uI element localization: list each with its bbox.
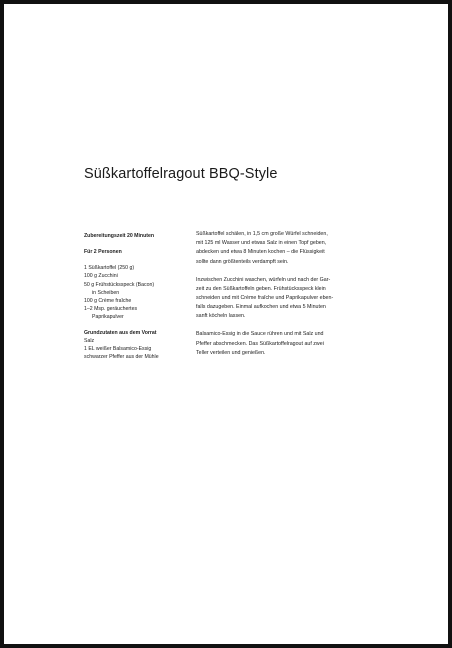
- basic-ingredient-item: Salz: [84, 338, 95, 345]
- instruction-line: falls dazugeben. Einmal aufkochen und etwa 5 Minuten: [196, 304, 326, 311]
- ingredients-column: [84, 232, 184, 362]
- instruction-line: schneiden und mit Crème fraîche und Paprikapulver eben-: [196, 295, 334, 302]
- ingredient-item: 50 g Frühstücksspeck (Bacon): [84, 281, 155, 288]
- ingredient-list: [84, 264, 184, 321]
- instruction-paragraph: [196, 230, 376, 267]
- instruction-line: sollte dann größtenteils verdampft sein.: [196, 258, 289, 265]
- recipe-title: Süßkartoffelragout BBQ-Style: [84, 166, 278, 182]
- instruction-paragraph: [196, 276, 376, 322]
- instruction-line: sanft köcheln lassen.: [196, 313, 246, 320]
- ingredient-item: 100 g Zucchini: [84, 273, 118, 280]
- instruction-line: abdecken und etwa 8 Minuten kochen – die Flüssigkeit: [196, 249, 325, 256]
- servings: Für 2 Personen: [84, 249, 122, 256]
- basic-ingredient-item: 1 EL weißer Balsamico-Essig: [84, 346, 152, 353]
- ingredient-item: 100 g Crème fraîche: [84, 297, 132, 304]
- basic-ingredient-item: schwarzer Pfeffer aus der Mühle: [84, 354, 159, 361]
- ingredient-item: Paprikapulver: [92, 313, 124, 320]
- instruction-line: Inzwischen Zucchini waschen, würfeln und nach der Gar-: [196, 276, 331, 283]
- instruction-line: zeit zu den Süßkartoffeln geben. Frühstücksspeck klein: [196, 285, 326, 292]
- instruction-line: Balsamico-Essig in die Sauce rühren und mit Salz und: [196, 331, 324, 338]
- basics-list: [84, 337, 184, 361]
- instruction-line: Teller verteilen und genießen.: [196, 349, 266, 356]
- ingredient-item: 1–2 Msp. geräuchertes: [84, 305, 138, 312]
- ingredient-item: 1 Süßkartoffel (250 g): [84, 265, 135, 272]
- prep-time: Zubereitungszeit 20 Minuten: [84, 233, 155, 239]
- instruction-line: Pfeffer abschmecken. Das Süßkartoffelragout auf zwei: [196, 340, 324, 347]
- instruction-paragraph: [196, 330, 376, 358]
- basics-heading: Grundzutaten aus dem Vorrat: [84, 330, 157, 337]
- ingredient-item: in Scheiben: [92, 289, 120, 296]
- instruction-line: Süßkartoffel schälen, in 1,5 cm große Würfel schneiden,: [196, 231, 328, 237]
- instructions-column: [196, 230, 376, 367]
- instruction-line: mit 125 ml Wasser und etwas Salz in einen Topf geben,: [196, 240, 327, 247]
